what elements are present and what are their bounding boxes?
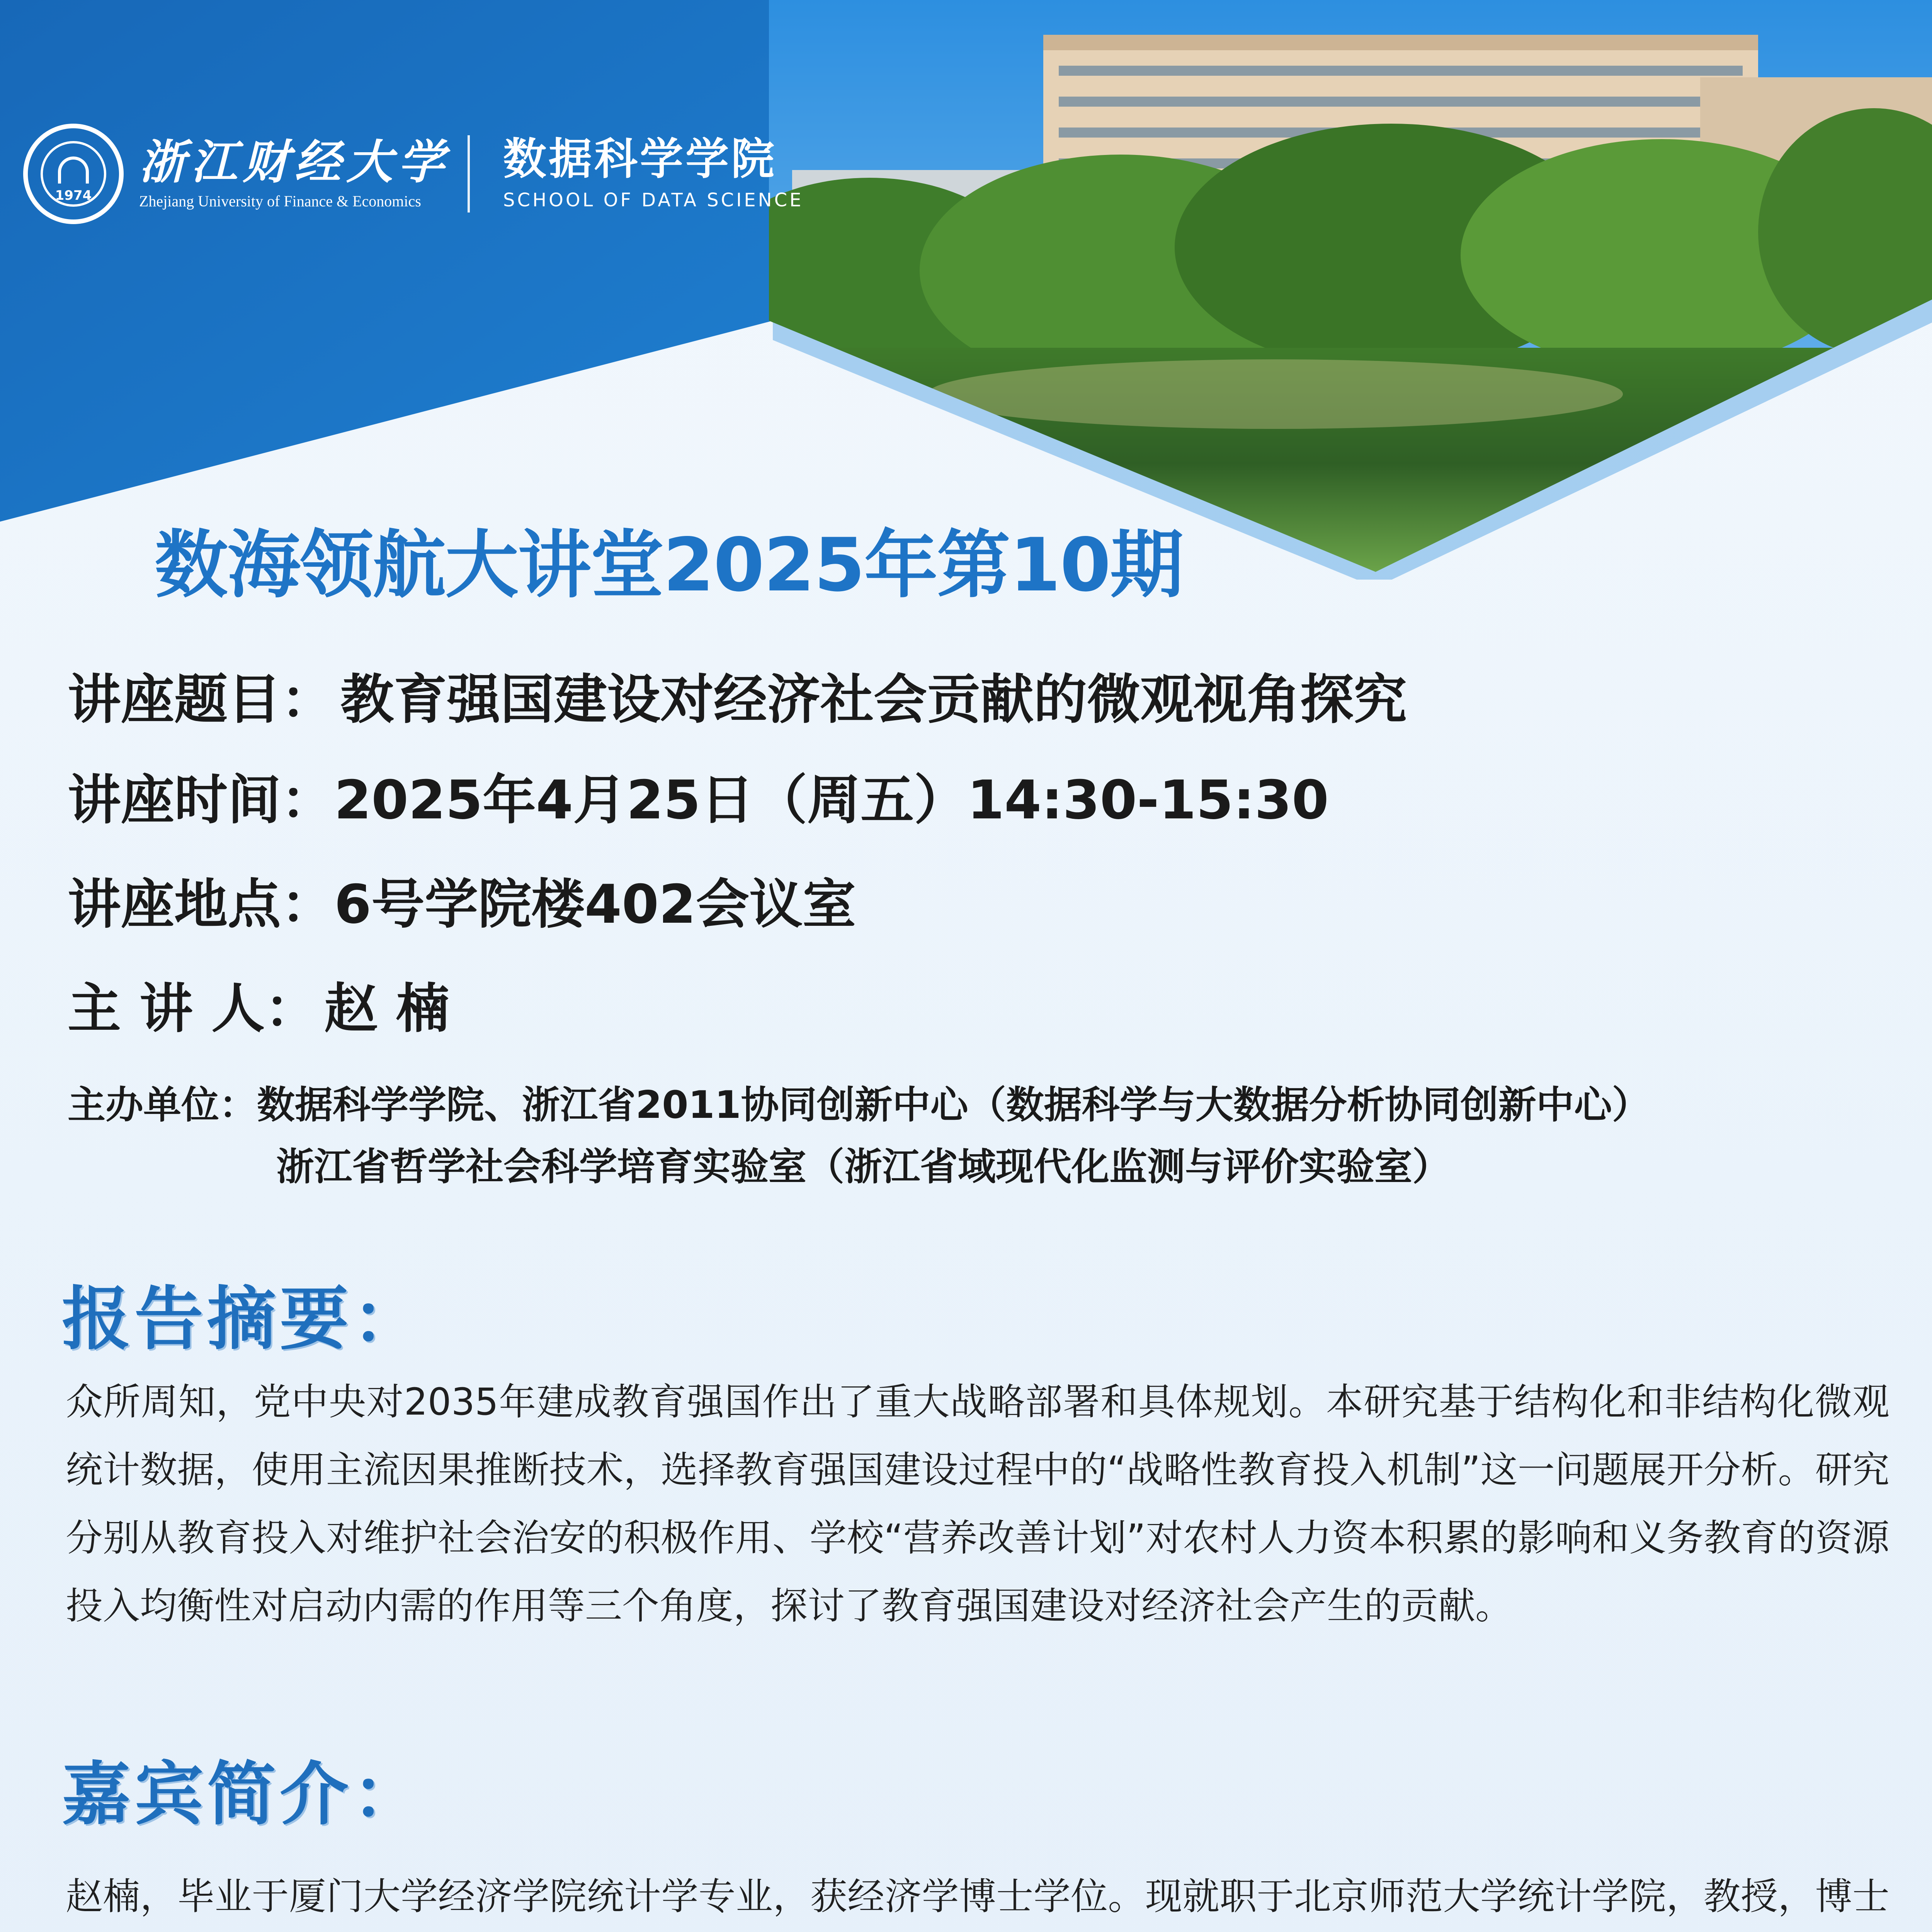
page-title: 数海领航大讲堂2025年第10期 [155, 522, 1183, 608]
bio-heading: 嘉宾简介： [62, 1753, 425, 1834]
header-banner [0, 0, 1932, 580]
abstract-text: 众所周知，党中央对2035年建成教育强国作出了重大战略部署和具体规划。本研究基于结构化和非结构化微观统计数据，使用主流因果推断技术，选择教育强国建设过程中的“战略性教育投入机制”这一问题展开分析。研究分别从教育投入对维护社会治安的积极作用、学校“营养改善计划”对农村人力资本积累的影响和义务教育的资源投入均衡性对启动内需的作用等三个角度，探讨了教育强国建设对经济社会产生的贡献。 [66, 1380, 1889, 1628]
seal-year: 1974 [55, 188, 92, 203]
lecture-time-row [68, 757, 1329, 834]
topic-label: 讲座题目： [68, 668, 335, 731]
place-value: 6号学院楼402会议室 [334, 873, 856, 935]
school-name-cn: 数据科学学院 [503, 134, 777, 185]
lecture-topic-row [68, 657, 1407, 733]
university-logo [23, 124, 803, 224]
time-label: 讲座时间： [68, 769, 335, 831]
speaker-label: 主 讲 人： [68, 978, 318, 1040]
host-label: 主办单位： [68, 1083, 257, 1127]
lecture-place-row [68, 862, 856, 938]
place-label: 讲座地点： [68, 873, 335, 935]
lecture-speaker-row [68, 966, 449, 1043]
time-value: 2025年4月25日（周五）14:30-15:30 [334, 769, 1329, 831]
speaker-value: 赵 楠 [324, 978, 450, 1040]
host-line-2: 浙江省哲学社会科学培育实验室（浙江省域现代化监测与评价实验室） [276, 1145, 1451, 1189]
university-name-cn: 浙江财经大学 [139, 134, 450, 189]
university-name-en: Zhejiang University of Finance & Economics [139, 192, 421, 210]
school-name-en: SCHOOL OF DATA SCIENCE [503, 189, 804, 211]
host-line-1: 数据科学学院、浙江省2011协同创新中心（数据科学与大数据分析协同创新中心） [257, 1083, 1650, 1127]
abstract-heading: 报告摘要： [62, 1278, 425, 1359]
host-organizers [68, 1074, 1650, 1198]
logo-divider [468, 135, 470, 213]
university-seal-icon [23, 124, 124, 224]
bio-text: 赵楠，毕业于厦门大学经济学院统计学专业，获经济学博士学位。现就职于北京师范大学统计学院，教授，博士 [66, 1875, 1889, 1918]
campus-photo [0, 0, 1932, 580]
topic-value: 教育强国建设对经济社会贡献的微观视角探究 [340, 668, 1407, 731]
